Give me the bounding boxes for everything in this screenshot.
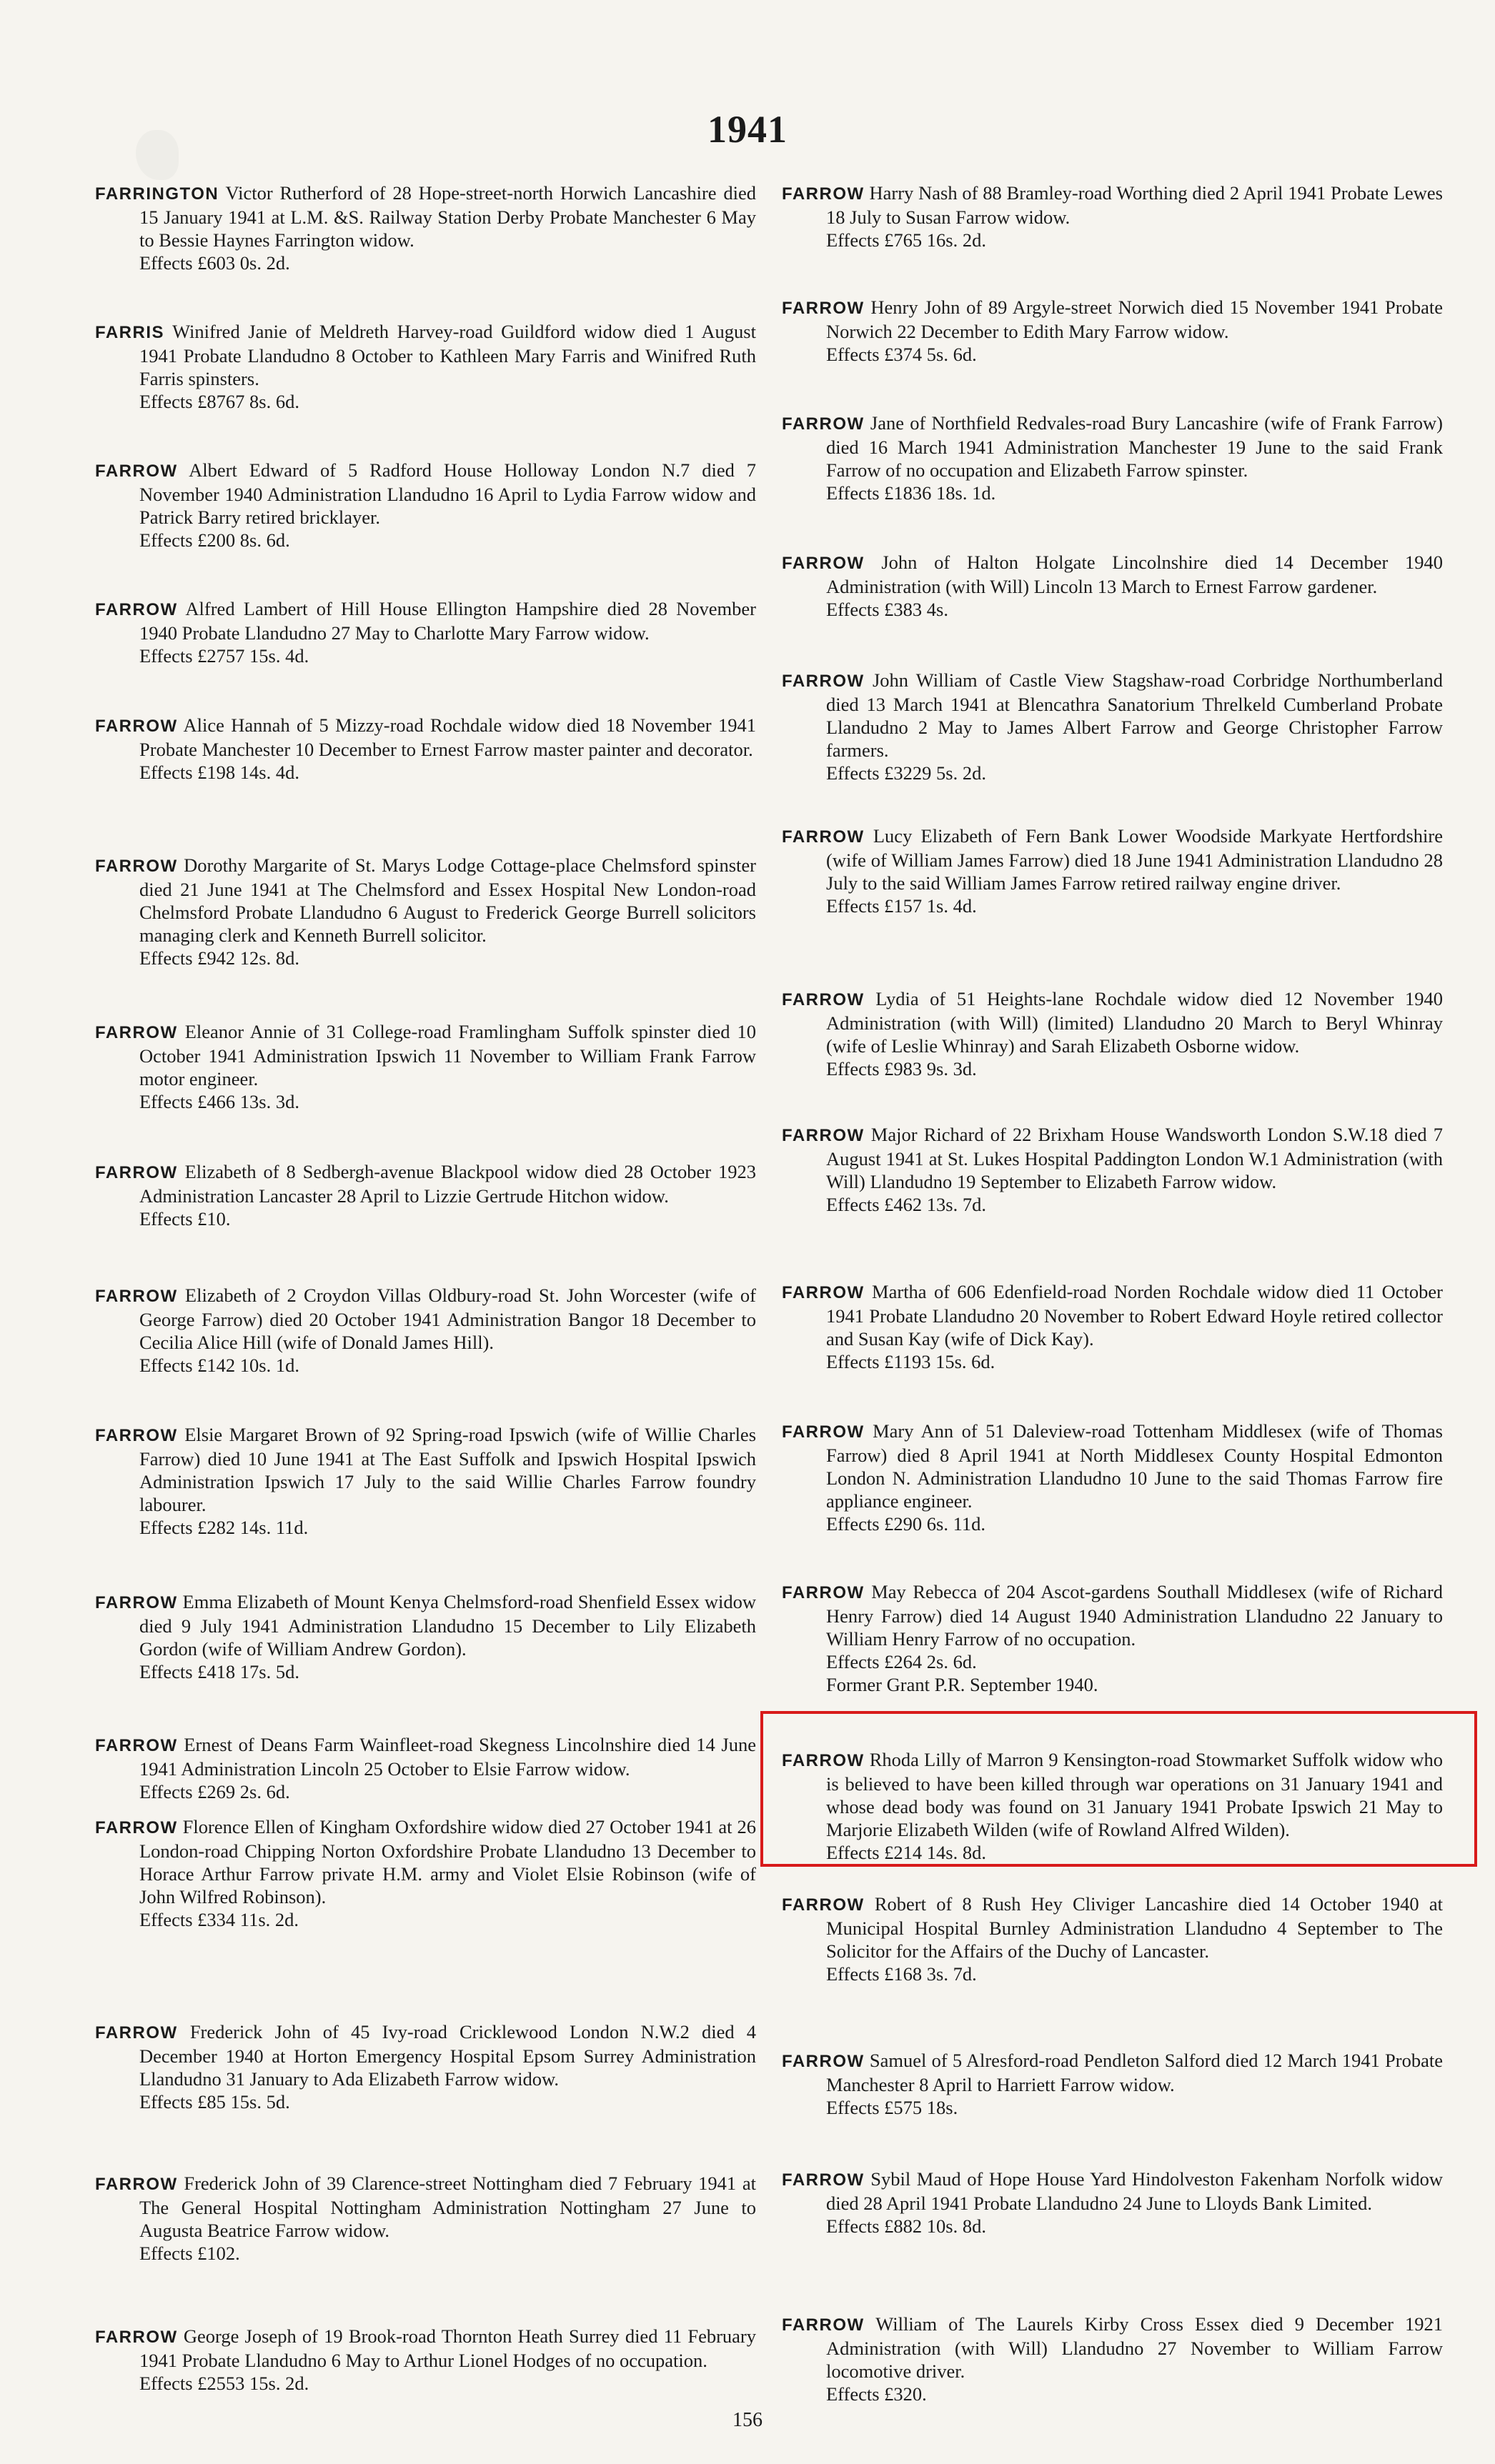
entry-surname: FARROW [95, 1736, 178, 1755]
entry-body [95, 2172, 756, 2242]
probate-entry [782, 1280, 1443, 1373]
entry-text: Elizabeth of 8 Sedbergh-avenue Blackpool widow died 28 October 1923 Administration Lancaster 28 April to Lizzie Gertrude Hitchon widow. [139, 1161, 757, 1207]
entry-text: Rhoda Lilly of Marron 9 Kensington-road Stowmarket Suffolk widow who is believed to have been killed through war operations on 31 January 1941 and whose dead body was found on 31 January 1941 Probate Ipswich 21 May to Marjorie Elizabeth Wilden (wife of Rowland Alfred Wilden). [826, 1749, 1444, 1840]
entry-surname: FARROW [782, 299, 865, 318]
entry-text: Frederick John of 39 Clarence-street Nottingham died 7 February 1941 at The General Hospital Nottingham Administration Nottingham 27 June to Augusta Beatrice Farrow widow. [139, 2173, 756, 2241]
entry-effects: Effects £214 14s. 8d. [826, 1842, 986, 1863]
page-year-heading: 1941 [707, 108, 788, 151]
probate-entry [95, 181, 756, 274]
entry-body [95, 597, 756, 644]
entry-text: Winifred Janie of Meldreth Harvey-road Guildford widow died 1 August 1941 Probate Llandudno 8 October to Kathleen Mary Farris and Winifred Ruth Farris spinsters. [139, 321, 756, 389]
entry-surname: FARRIS [95, 323, 165, 342]
probate-entry [95, 320, 756, 413]
entry-body [782, 2168, 1443, 2215]
probate-entry [782, 1892, 1443, 1985]
entry-body [95, 1020, 756, 1090]
probate-entry [95, 2325, 756, 2395]
entry-body [95, 1423, 756, 1516]
entry-effects: Effects £334 11s. 2d. [139, 1909, 299, 1930]
entry-body [95, 459, 756, 529]
entry-text: Henry John of 89 Argyle-street Norwich died 15 November 1941 Probate Norwich 22 December to Edith Mary Farrow widow. [826, 296, 1443, 342]
entry-surname: FARROW [95, 2023, 178, 2042]
entry-surname: FARROW [782, 990, 865, 1009]
entry-text: May Rebecca of 204 Ascot-gardens Southall Middlesex (wife of Richard Henry Farrow) died 14 August 1940 Administration Llandudno 22 January to William Henry Farrow of no occupation. [826, 1581, 1444, 1650]
entry-body [782, 1123, 1443, 1193]
entry-effects: Effects £142 10s. 1d. [139, 1355, 299, 1376]
entry-surname: FARROW [782, 1126, 865, 1145]
entry-effects: Effects £320. [826, 2383, 927, 2405]
entry-body [95, 181, 756, 251]
probate-entry [95, 1020, 756, 1113]
entry-surname: FARROW [95, 2328, 178, 2347]
probate-entry [782, 412, 1443, 504]
entry-body [782, 412, 1443, 482]
entry-effects: Effects £198 14s. 4d. [139, 762, 299, 783]
entry-effects: Effects £882 10s. 8d. [826, 2215, 986, 2237]
entry-text: Eleanor Annie of 31 College-road Framlingham Suffolk spinster died 10 October 1941 Administration Ipswich 11 November to William Frank Farrow motor engineer. [139, 1021, 757, 1089]
entry-surname: FARROW [782, 827, 865, 847]
entry-text: Ernest of Deans Farm Wainfleet-road Skegness Lincolnshire died 14 June 1941 Administration Lincoln 25 October to Elsie Farrow widow. [139, 1734, 756, 1780]
entry-surname: FARROW [782, 1283, 865, 1302]
entry-text: Albert Edward of 5 Radford House Holloway London N.7 died 7 November 1940 Administration Llandudno 16 April to Lydia Farrow widow and Patrick Barry retired bricklayer. [139, 459, 756, 528]
entry-text: Major Richard of 22 Brixham House Wandsworth London S.W.18 died 7 August 1941 at St. Lukes Hospital Paddington London W.1 Administration (with Will) Llandudno 19 September to Elizabeth Farrow widow. [826, 1124, 1443, 1192]
entry-surname: FARROW [95, 1593, 178, 1612]
probate-entry [95, 1815, 756, 1931]
probate-entry [782, 824, 1443, 917]
probate-entry [95, 1160, 756, 1230]
entry-surname: FARROW [95, 1023, 178, 1042]
entry-effects: Effects £575 18s. [826, 2097, 958, 2118]
entry-effects: Effects £264 2s. 6d. [826, 1651, 977, 1672]
probate-entry [782, 2168, 1443, 2238]
entry-effects: Effects £983 9s. 3d. [826, 1058, 977, 1079]
probate-entry [95, 714, 756, 784]
entry-surname: FARROW [782, 414, 865, 434]
entry-text: John William of Castle View Stagshaw-road Corbridge Northumberland died 13 March 1941 at Blencathra Sanatorium Threlkeld Cumberland Probate Llandudno 2 May to James Albert Farrow and George Christopher Farrow farmers. [826, 669, 1443, 761]
entry-surname: FARROW [782, 554, 865, 573]
probate-entry [95, 2020, 756, 2113]
entry-effects: Effects £200 8s. 6d. [139, 529, 290, 551]
entry-effects: Effects £8767 8s. 6d. [139, 391, 299, 412]
entry-body [782, 2313, 1443, 2383]
entry-surname: FARROW [782, 184, 865, 204]
entry-body [95, 1160, 756, 1207]
probate-entry [782, 296, 1443, 366]
entry-body [95, 1815, 756, 1908]
entry-body [782, 987, 1443, 1057]
entry-effects: Effects £3229 5s. 2d. [826, 762, 986, 784]
entry-surname: FARROW [95, 857, 178, 876]
entry-surname: FARROW [95, 2175, 178, 2194]
entry-effects: Effects £10. [139, 1208, 231, 1229]
entry-text: Harry Nash of 88 Bramley-road Worthing died 2 April 1941 Probate Lewes 18 July to Susan Farrow widow. [826, 182, 1443, 228]
probate-entry [782, 1580, 1443, 1696]
entry-text: Alice Hannah of 5 Mizzy-road Rochdale widow died 18 November 1941 Probate Manchester 10 December to Ernest Farrow master painter and decorator. [139, 714, 756, 760]
entry-surname: FARROW [95, 600, 178, 619]
entry-text: Lucy Elizabeth of Fern Bank Lower Woodside Markyate Hertfordshire (wife of William James Farrow) died 18 June 1941 Administration Llandudno 28 July to the said William James Farrow retired railway engine driver. [826, 825, 1444, 894]
entry-effects: Effects £290 6s. 11d. [826, 1513, 986, 1535]
entry-body [95, 1590, 756, 1660]
entry-text: Florence Ellen of Kingham Oxfordshire widow died 27 October 1941 at 26 London-road Chipping Norton Oxfordshire Probate Llandudno 13 December to Horace Arthur Farrow private H.M. army and Violet Elsie Robinson (wife of John Wilfred Robinson). [139, 1816, 757, 1907]
entry-effects: Effects £1836 18s. 1d. [826, 482, 996, 504]
entry-text: Sybil Maud of Hope House Yard Hindolveston Fakenham Norfolk widow died 28 April 1941 Probate Llandudno 24 June to Lloyds Bank Limited. [826, 2168, 1444, 2214]
entry-surname: FARROW [782, 1895, 865, 1915]
entry-body [782, 1280, 1443, 1350]
entry-body [782, 296, 1443, 343]
entry-surname: FARROW [782, 1751, 865, 1770]
entry-text: Mary Ann of 51 Daleview-road Tottenham Middlesex (wife of Thomas Farrow) died 8 April 1941 at North Middlesex County Hospital Edmonton London N. Administration Llandudno 10 June to the said Thomas Farrow fire appliance engineer. [826, 1420, 1443, 1512]
entry-surname: FARROW [95, 462, 178, 481]
probate-entry [95, 854, 756, 969]
entry-effects: Effects £168 3s. 7d. [826, 1963, 977, 1985]
probate-entry [95, 1733, 756, 1803]
probate-entry [95, 1590, 756, 1683]
entry-surname: FARROW [782, 672, 865, 691]
entry-text: John of Halton Holgate Lincolnshire died 14 December 1940 Administration (with Will) Lincoln 13 March to Ernest Farrow gardener. [826, 552, 1443, 597]
entry-surname: FARROW [782, 2170, 865, 2190]
entry-effects: Effects £383 4s. [826, 599, 948, 620]
entry-effects: Effects £765 16s. 2d. [826, 229, 986, 251]
probate-entry [782, 669, 1443, 784]
entry-surname: FARROW [95, 717, 178, 736]
entry-body [95, 1733, 756, 1780]
entry-body [782, 1580, 1443, 1650]
entry-text: William of The Laurels Kirby Cross Essex died 9 December 1921 Administration (with Will) Llandudno 27 November to William Farrow locomotive driver. [826, 2313, 1443, 2382]
entry-effects: Effects £466 13s. 3d. [139, 1091, 299, 1112]
entry-effects: Effects £374 5s. 6d. [826, 344, 977, 365]
entry-effects: Effects £1193 15s. 6d. [826, 1351, 995, 1372]
entry-text: Elsie Margaret Brown of 92 Spring-road Ipswich (wife of Willie Charles Farrow) died 10 June 1941 at The East Suffolk and Ipswich Hospital Ipswich Administration Ipswich 17 July to the said Willie Charles Farrow foundry labourer. [139, 1424, 757, 1515]
entry-text: George Joseph of 19 Brook-road Thornton Heath Surrey died 11 February 1941 Probate Llandudno 6 May to Arthur Lionel Hodges of no occupation. [139, 2325, 757, 2371]
entry-text: Martha of 606 Edenfield-road Norden Rochdale widow died 11 October 1941 Probate Llandudno 20 November to Robert Edward Hoyle retired collector and Susan Kay (wife of Dick Kay). [826, 1281, 1443, 1350]
probate-entry [95, 597, 756, 667]
page-number: 156 [732, 2409, 763, 2431]
entry-effects: Effects £942 12s. 8d. [139, 947, 299, 969]
entry-surname: FARROW [95, 1818, 178, 1837]
entry-effects: Effects £603 0s. 2d. [139, 252, 290, 274]
probate-entry [782, 987, 1443, 1080]
entry-surname: FARRINGTON [95, 184, 219, 204]
entry-body [782, 181, 1443, 229]
entry-surname: FARROW [782, 2052, 865, 2071]
entry-effects: Effects £462 13s. 7d. [826, 1194, 986, 1215]
entry-text: Jane of Northfield Redvales-road Bury Lancashire (wife of Frank Farrow) died 16 March 1941 Administration Manchester 19 June to the said Frank Farrow of no occupation and Elizabeth Farrow spinster. [826, 412, 1443, 481]
probate-entry [782, 2313, 1443, 2405]
entry-effects: Effects £269 2s. 6d. [139, 1781, 290, 1802]
probate-entry [95, 1423, 756, 1539]
probate-entry [782, 181, 1443, 251]
entry-text: Samuel of 5 Alresford-road Pendleton Salford died 12 March 1941 Probate Manchester 8 April to Harriett Farrow widow. [826, 2050, 1444, 2095]
entry-note: Former Grant P.R. September 1940. [826, 1674, 1098, 1695]
entry-surname: FARROW [782, 1422, 865, 1442]
probate-entry [95, 2172, 756, 2265]
entry-surname: FARROW [95, 1287, 178, 1306]
entry-surname: FARROW [95, 1426, 178, 1445]
entry-body [782, 2049, 1443, 2096]
entry-text: Emma Elizabeth of Mount Kenya Chelmsford-road Shenfield Essex widow died 9 July 1941 Administration Llandudno 15 December to Lily Elizabeth Gordon (wife of William Andrew Gordon). [139, 1591, 756, 1660]
entry-body [95, 2020, 756, 2090]
probate-entry [95, 1284, 756, 1377]
entry-body [782, 1892, 1443, 1962]
entry-text: Frederick John of 45 Ivy-road Cricklewood London N.W.2 died 4 December 1940 at Horton Emergency Hospital Epsom Surrey Administration Llandudno 31 January to Ada Elizabeth Farrow widow. [139, 2021, 757, 2090]
entry-body [95, 1284, 756, 1354]
probate-entry [782, 1420, 1443, 1535]
entry-effects: Effects £85 15s. 5d. [139, 2091, 290, 2113]
entry-effects: Effects £102. [139, 2243, 240, 2264]
entry-surname: FARROW [782, 1583, 865, 1602]
entry-body [95, 320, 756, 390]
entry-text: Dorothy Margarite of St. Marys Lodge Cottage-place Chelmsford spinster died 21 June 1941 at The Chelmsford and Essex Hospital New London-road Chelmsford Probate Llandudno 6 August to Frederick George Burrell solicitors managing clerk and Kenneth Burrell solicitor. [139, 854, 757, 946]
entry-body [782, 1420, 1443, 1512]
probate-entry [782, 2049, 1443, 2119]
entry-effects: Effects £2553 15s. 2d. [139, 2373, 309, 2394]
probate-entry [95, 459, 756, 552]
entry-effects: Effects £157 1s. 4d. [826, 895, 977, 917]
entry-text: Alfred Lambert of Hill House Ellington Hampshire died 28 November 1940 Probate Llandudno 27 May to Charlotte Mary Farrow widow. [139, 598, 756, 644]
highlighted-entry-box [760, 1711, 1477, 1867]
probate-entry [782, 1123, 1443, 1216]
entry-text: Robert of 8 Rush Hey Cliviger Lancashire died 14 October 1940 at Municipal Hospital Burnley Administration Llandudno 4 September to The Solicitor for the Affairs of the Duchy of Lancaster. [826, 1893, 1443, 1962]
entry-body [782, 669, 1443, 762]
entry-text: Elizabeth of 2 Croydon Villas Oldbury-road St. John Worcester (wife of George Farrow) died 20 October 1941 Administration Bangor 18 December to Cecilia Alice Hill (wife of Donald James Hill). [139, 1285, 756, 1353]
entry-body [782, 824, 1443, 894]
entry-text: Lydia of 51 Heights-lane Rochdale widow died 12 November 1940 Administration (with Will) (limited) Llandudno 20 March to Beryl Whinray (wife of Leslie Whinray) and Sarah Elizabeth Osborne widow. [826, 988, 1444, 1057]
entry-surname: FARROW [95, 1163, 178, 1182]
probate-entry [782, 551, 1443, 621]
entry-body [95, 854, 756, 947]
entry-effects: Effects £418 17s. 5d. [139, 1661, 299, 1682]
entry-body [782, 551, 1443, 598]
entry-body [95, 714, 756, 761]
entry-surname: FARROW [782, 2315, 865, 2335]
entry-body [95, 2325, 756, 2372]
entry-effects: Effects £282 14s. 11d. [139, 1517, 309, 1538]
entry-text: Victor Rutherford of 28 Hope-street-north Horwich Lancashire died 15 January 1941 at L.M. &S. Railway Station Derby Probate Manchester 6 May to Bessie Haynes Farrington widow. [139, 182, 756, 251]
entry-effects: Effects £2757 15s. 4d. [139, 645, 309, 667]
